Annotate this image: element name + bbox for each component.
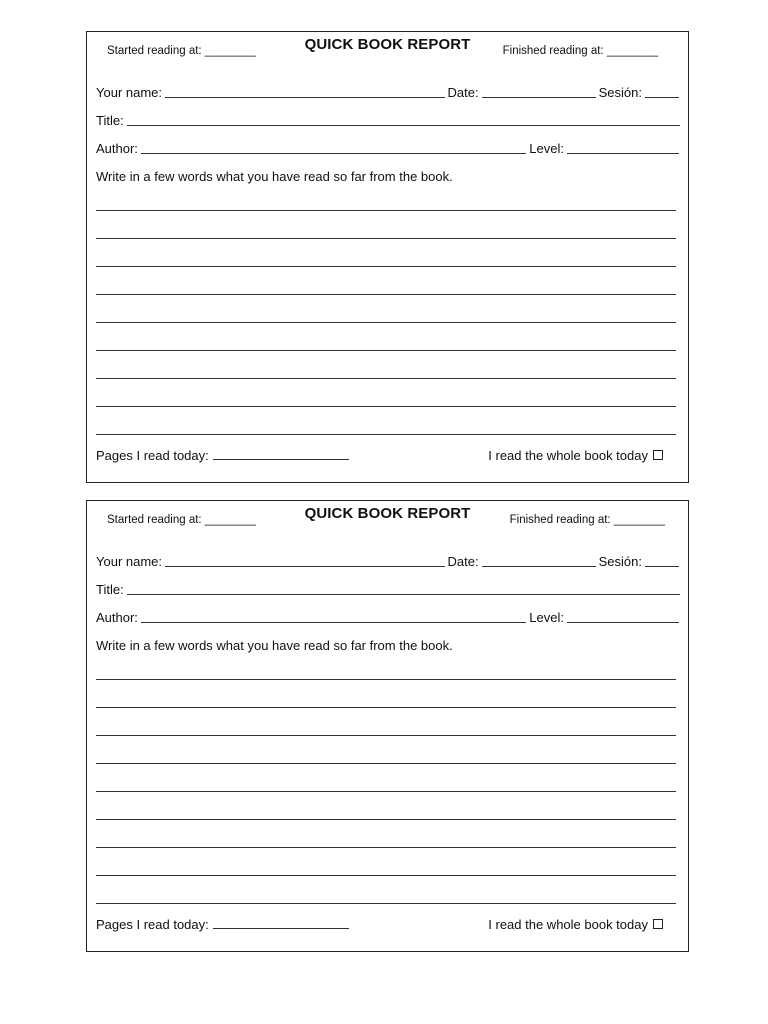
level-label: Level: [529, 141, 564, 156]
author-blank[interactable] [141, 621, 526, 623]
writing-line[interactable] [96, 322, 676, 323]
writing-line[interactable] [96, 210, 676, 211]
level-blank[interactable] [567, 152, 679, 154]
whole-book-field [488, 448, 663, 463]
title-row [96, 113, 680, 129]
writing-line[interactable] [96, 679, 676, 680]
writing-line[interactable] [96, 735, 676, 736]
writing-line[interactable] [96, 847, 676, 848]
name-blank[interactable] [165, 565, 445, 567]
name-date-session-row [96, 85, 679, 101]
author-label: Author: [96, 141, 138, 156]
writing-line[interactable] [96, 819, 676, 820]
level-label: Level: [529, 610, 564, 625]
author-level-row [96, 141, 679, 157]
writing-line[interactable] [96, 294, 676, 295]
writing-line[interactable] [96, 707, 676, 708]
writing-line[interactable] [96, 266, 676, 267]
whole-book-checkbox[interactable] [653, 450, 663, 460]
writing-line[interactable] [96, 791, 676, 792]
whole-book-label: I read the whole book today [488, 917, 648, 932]
whole-book-checkbox[interactable] [653, 919, 663, 929]
writing-prompt: Write in a few words what you have read so far from the book. [96, 169, 453, 184]
whole-book-field [488, 917, 663, 932]
level-blank[interactable] [567, 621, 679, 623]
writing-line[interactable] [96, 406, 676, 407]
writing-line[interactable] [96, 238, 676, 239]
session-label: Sesión: [598, 554, 642, 569]
title-row [96, 582, 680, 598]
writing-line[interactable] [96, 434, 676, 435]
session-label: Sesión: [598, 85, 642, 100]
writing-prompt: Write in a few words what you have read so far from the book. [96, 638, 453, 653]
name-label: Your name: [96, 554, 163, 569]
name-label: Your name: [96, 85, 163, 100]
finished-reading-field: Finished reading at: ________ [502, 45, 658, 57]
date-blank[interactable] [482, 96, 596, 98]
pages-label: Pages I read today: [96, 448, 209, 463]
name-blank[interactable] [165, 96, 445, 98]
pages-read-field [96, 917, 349, 932]
title-blank[interactable] [127, 124, 680, 126]
writing-line[interactable] [96, 350, 676, 351]
writing-line[interactable] [96, 875, 676, 876]
whole-book-label: I read the whole book today [488, 448, 648, 463]
pages-blank[interactable] [213, 917, 349, 929]
book-report-card [86, 31, 689, 483]
title-blank[interactable] [127, 593, 680, 595]
writing-line[interactable] [96, 763, 676, 764]
session-blank[interactable] [645, 565, 679, 567]
report-title: QUICK BOOK REPORT [304, 505, 471, 522]
started-reading-field: Started reading at: ________ [107, 514, 256, 526]
session-blank[interactable] [645, 96, 679, 98]
started-reading-field: Started reading at: ________ [107, 45, 256, 57]
name-date-session-row [96, 554, 679, 570]
report-title: QUICK BOOK REPORT [304, 36, 471, 53]
pages-label: Pages I read today: [96, 917, 209, 932]
author-level-row [96, 610, 679, 626]
book-report-card [86, 500, 689, 952]
author-label: Author: [96, 610, 138, 625]
title-label: Title: [96, 582, 124, 597]
writing-line[interactable] [96, 378, 676, 379]
pages-read-field [96, 448, 349, 463]
title-label: Title: [96, 113, 124, 128]
author-blank[interactable] [141, 152, 526, 154]
date-label: Date: [447, 85, 479, 100]
finished-reading-field: Finished reading at: ________ [509, 514, 665, 526]
writing-line[interactable] [96, 903, 676, 904]
pages-blank[interactable] [213, 448, 349, 460]
date-label: Date: [447, 554, 479, 569]
date-blank[interactable] [482, 565, 596, 567]
